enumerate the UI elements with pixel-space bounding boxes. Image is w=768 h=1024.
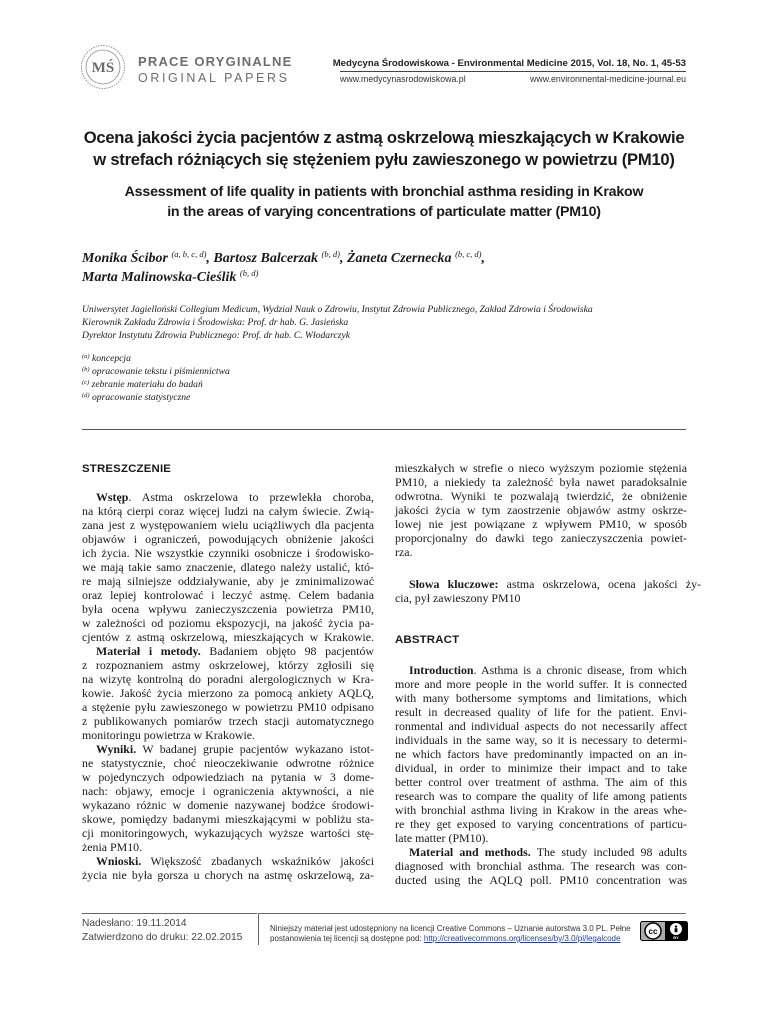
affiliation-line: Uniwersytet Jagielloński Collegium Medicum, Wydział Nauk o Zdrowiu, Instytut Zdrowia Publicznego, Zakład Zdrowia i Środowiska	[82, 304, 593, 315]
line-text: lowej nie jest powiązane z wpływem PM10, w sposób	[395, 517, 687, 531]
author-marks: (b, c, d)	[455, 249, 482, 259]
line-text: Większość zbadanych wskaźników jakości	[141, 854, 374, 868]
line-text: mieszkałych w strefie o nieco wyższym poziomie stężenia	[395, 461, 687, 475]
body-text-line	[395, 691, 687, 705]
author-name: Monika Ścibor	[82, 251, 168, 266]
line-text: w zależności od poziomu ekspozycji, na jakość życia pa-	[82, 616, 374, 630]
affiliation-line: Kierownik Zakładu Zdrowia i Środowiska: Prof. dr hab. G. Jasieńska	[82, 317, 349, 328]
body-text-line	[82, 658, 374, 672]
body-text-line	[82, 784, 374, 798]
footnote-text: koncepcja	[92, 353, 131, 364]
footnote-text: zebranie materiału do badań	[91, 379, 203, 390]
body-text-line	[395, 733, 687, 747]
keywords-line	[395, 577, 701, 591]
line-text: more and more people in the world suffer. It is connected	[395, 677, 687, 691]
body-text-line	[82, 588, 374, 602]
line-text: objawów i ograniczeń, powodujących obniżenie jakości	[82, 532, 374, 546]
cc-badge-text: cc	[648, 927, 658, 936]
line-text: monitoringu powietrza w Krakowie.	[82, 728, 256, 742]
body-text-line	[395, 789, 687, 803]
received-date: Nadesłano: 19.11.2014	[82, 918, 187, 929]
line-text: re they get exposed to varying concentrations of particu-	[395, 817, 687, 831]
footnote-mark: (c)	[82, 379, 90, 386]
journal-citation: Medycyna Środowiskowa - Environmental Medicine 2015, Vol. 18, No. 1, 45-53	[332, 58, 686, 69]
line-text: w pojedynczych odpowiedziach na pytania w 3 dome-	[82, 770, 374, 784]
footnote-mark: (a)	[82, 353, 90, 360]
body-text-line	[82, 504, 374, 518]
keywords-text: astma oskrzelowa, ocena jakości ży-	[498, 577, 701, 591]
body-text-line	[82, 532, 374, 546]
body-text-line	[395, 461, 687, 475]
body-text-line	[395, 531, 687, 545]
authors-line-2	[82, 268, 258, 286]
body-text-line	[395, 517, 687, 531]
body-text-line	[395, 719, 687, 733]
title-en-line-2: in the areas of varying concentrations of particulate matter (PM10)	[167, 204, 601, 220]
line-text: with bronchial asthma living in Krakow in the areas whe-	[395, 803, 687, 817]
author-marks: (a, b, c, d)	[171, 249, 207, 259]
line-text: W badanej grupie pacjentów wykazano istot-	[136, 742, 374, 756]
author-name: Marta Malinowska-Cieślik	[82, 270, 237, 285]
journal-url-en[interactable]: www.environmental-medicine-journal.eu	[530, 74, 686, 84]
affiliation-line: Dyrektor Instytutu Zdrowia Publicznego: Prof. dr hab. C. Włodarczyk	[82, 330, 350, 341]
line-text: ich życia. Nie wszystkie czynniki osobnicze i środowisko-	[82, 546, 374, 560]
line-text: late matter (PM10).	[395, 831, 489, 845]
line-text: re mają silniejsze oddziaływanie, aby je zminimalizować	[82, 574, 374, 588]
body-text-line	[395, 677, 687, 691]
footer-divider	[258, 913, 686, 914]
line-text: na którą cierpi coraz więcej ludzi na całym świecie. Zwią-	[82, 504, 374, 518]
line-text: była ocena wpływu zanieczyszczenia powietrza PM10,	[82, 602, 374, 616]
body-text-line	[82, 546, 374, 560]
contribution-footnote	[82, 353, 131, 364]
line-text: better control over treatment of asthma. The aim of this	[395, 775, 687, 789]
title-en-line-1: Assessment of life quality in patients with bronchial asthma residing in Krakow	[124, 184, 644, 200]
body-text-line	[395, 803, 687, 817]
body-text-line	[395, 817, 687, 831]
body-text-line	[82, 686, 374, 700]
body-text-line	[82, 868, 374, 882]
body-text-line	[82, 490, 374, 504]
body-text-line	[82, 728, 374, 742]
paragraph-lead: Materiał i metody.	[96, 644, 201, 658]
license-text-prefix: postanowienia tej licencji są dostępne pod:	[270, 934, 424, 943]
body-text-line	[395, 705, 687, 719]
author-separator: ,	[206, 251, 214, 266]
line-text: Badaniem objęto 98 pacjentów	[200, 644, 374, 658]
footnote-mark: (d)	[82, 392, 90, 399]
line-text: z rozpoznaniem astmy oskrzelowej, którzy zgłosili się	[82, 658, 374, 672]
streszczenie-continued	[395, 461, 687, 559]
streszczenie-body	[82, 490, 374, 882]
footnote-text: opracowanie tekstu i piśmiennictwa	[92, 366, 230, 377]
author-name: Żaneta Czernecka	[346, 251, 452, 266]
author-name: Bartosz Balcerzak	[213, 251, 319, 266]
body-text-line	[395, 859, 687, 873]
body-text-line	[82, 854, 374, 868]
body-text-line	[395, 761, 687, 775]
line-text: ne statystycznie, choć nieoczekiwanie odwrotne różnice	[82, 756, 374, 770]
line-text: . Astma oskrzelowa to przewlekła choroba,	[128, 490, 374, 504]
paragraph-lead: Introduction	[409, 663, 474, 677]
author-marks: (b, d)	[239, 268, 259, 278]
body-text-line	[82, 770, 374, 784]
body-text-line	[395, 503, 687, 517]
body-text-line	[82, 714, 374, 728]
author-separator: ,	[481, 251, 485, 266]
author-marks: (b, d)	[321, 249, 340, 259]
paragraph-lead: Wyniki.	[96, 742, 137, 756]
abstract-body	[395, 663, 687, 887]
line-text: a stężenie pyłu zawieszonego w powietrzu PM10 odpisano	[82, 700, 374, 714]
line-text: cji monitoringowych, wykazujących wyższe wartości stę-	[82, 826, 374, 840]
keywords-label: Słowa kluczowe:	[409, 577, 499, 591]
line-text: ne which factors have predominantly impacted on an in-	[395, 747, 687, 761]
line-text: The study included 98 adults	[530, 845, 687, 859]
contribution-footnote	[82, 392, 190, 403]
journal-logo	[80, 44, 126, 90]
keywords-text: cia, pył zawieszony PM10	[395, 591, 521, 605]
line-text: individuals in the same way, so it is necessary to determi-	[395, 733, 687, 747]
footnote-mark: (b)	[82, 366, 90, 373]
cc-by-license-icon[interactable]	[640, 921, 688, 941]
line-text: żenia PM10.	[82, 840, 143, 854]
header-divider	[340, 71, 686, 72]
line-text: ducted using the AQLQ poll. PM10 concentration was	[395, 873, 687, 887]
journal-logo-text: MŚ	[91, 60, 115, 76]
keywords-line	[395, 591, 687, 605]
body-text-line	[82, 812, 374, 826]
series-label-pl: PRACE ORYGINALNE	[138, 54, 293, 69]
body-text-line	[82, 518, 374, 532]
accepted-date: Zatwierdzono do druku: 22.02.2015	[82, 932, 243, 943]
license-text	[270, 934, 620, 943]
cc-by-text: BY	[673, 935, 679, 940]
line-text: zana jest z występowaniem wielu uciążliwych dla pacjenta	[82, 518, 374, 532]
authors-line-1	[82, 249, 485, 267]
body-text-line	[82, 602, 374, 616]
line-text: jakości życia w tym zaostrzenie objawów astmy oskrze-	[395, 503, 687, 517]
contribution-footnote	[82, 379, 203, 390]
line-text: with many bothersome symptoms and limitations, which	[395, 691, 687, 705]
section-divider	[82, 429, 686, 430]
body-text-line	[395, 775, 687, 789]
footer-separator	[258, 913, 259, 945]
line-text: skowe, pomiędzy badanymi mieszkającymi w pobliżu sta-	[82, 812, 374, 826]
license-link[interactable]: http://creativecommons.org/licenses/by/3.0/pl/legalcode	[423, 934, 621, 943]
line-text: z publikowanych pomiarów trzech stacji automatycznego	[82, 714, 374, 728]
body-text-line	[395, 663, 687, 677]
body-text-line	[82, 672, 374, 686]
body-text-line	[82, 574, 374, 588]
line-text: ronmental and individual aspects do not necessarily affect	[395, 719, 687, 733]
line-text: result in decreased quality of life for the patient. Envi-	[395, 705, 687, 719]
line-text: rza.	[395, 545, 413, 559]
footer-divider	[82, 913, 257, 914]
body-text-line	[395, 489, 687, 503]
line-text: PM10, a niekiedy ta zależność była nawet paradoksalnie	[395, 475, 687, 489]
body-text-line	[82, 742, 374, 756]
line-text: diagnosed with bronchial asthma. The research was con-	[395, 859, 687, 873]
license-text: Niniejszy materiał jest udostępniony na licencji Creative Commons – Uznanie autorstwa 3.0 PL. Pełne	[270, 924, 631, 933]
line-text: research was to compare the quality of life among patients	[395, 789, 687, 803]
body-text-line	[395, 475, 687, 489]
abstract-heading: ABSTRACT	[395, 634, 460, 646]
body-text-line	[82, 644, 374, 658]
body-text-line	[82, 826, 374, 840]
body-text-line	[82, 798, 374, 812]
body-text-line	[82, 560, 374, 574]
footnote-text: opracowanie statystyczne	[92, 392, 191, 403]
line-text: wykazano różnic w domenie nazywanej bodźce środowi-	[82, 798, 374, 812]
contribution-footnote	[82, 366, 230, 377]
line-text: życia nie była gorsza u chorych na astmę oskrzelową, za-	[82, 868, 374, 882]
line-text: we mają takie samo znaczenie, dlatego należy ustalić, któ-	[82, 560, 374, 574]
line-text: oraz lepiej kontrolować i leczyć astmę. Celem badania	[82, 588, 374, 602]
line-text: proporcjonalny do dawki tego zanieczyszczenia powiet-	[395, 531, 687, 545]
line-text: dividual, in order to minimize their impact and to take	[395, 761, 687, 775]
author-separator: ,	[339, 251, 347, 266]
body-text-line	[395, 873, 687, 887]
line-text: . Asthma is a chronic disease, from which	[473, 663, 687, 677]
series-label-en: ORIGINAL PAPERS	[138, 71, 290, 85]
body-text-line	[82, 630, 374, 644]
body-text-line	[395, 831, 687, 845]
body-text-line	[82, 756, 374, 770]
paragraph-lead: Wnioski.	[96, 854, 142, 868]
line-text: na wizytę kontrolną do poradni alergologicznych w Kra-	[82, 672, 374, 686]
body-text-line	[395, 845, 687, 859]
title-pl-line-1: Ocena jakości życia pacjentów z astmą oskrzelową mieszkających w Krakowie	[83, 128, 685, 147]
paragraph-lead: Material and methods.	[409, 845, 531, 859]
line-text: nach: objawy, emocje i ograniczenia aktywności, a nie	[82, 784, 374, 798]
line-text: odwrotna. Wyniki te pozwalają twierdzić, że obniżenie	[395, 489, 687, 503]
title-pl-line-2: w strefach różniących się stężeniem pyłu zawieszonego w powietrzu (PM10)	[93, 150, 675, 169]
streszczenie-heading: STRESZCZENIE	[82, 463, 172, 475]
body-text-line	[82, 616, 374, 630]
journal-url-pl[interactable]: www.medycynasrodowiskowa.pl	[340, 74, 466, 84]
body-text-line	[395, 747, 687, 761]
line-text: cjentów z astmą oskrzelową, mieszkających w Krakowie.	[82, 630, 374, 644]
body-text-line	[82, 700, 374, 714]
body-text-line	[395, 545, 687, 559]
paragraph-lead: Wstęp	[96, 490, 129, 504]
body-text-line	[82, 840, 374, 854]
line-text: kowie. Jakość życia mierzono za pomocą ankiety AQLQ,	[82, 686, 374, 700]
